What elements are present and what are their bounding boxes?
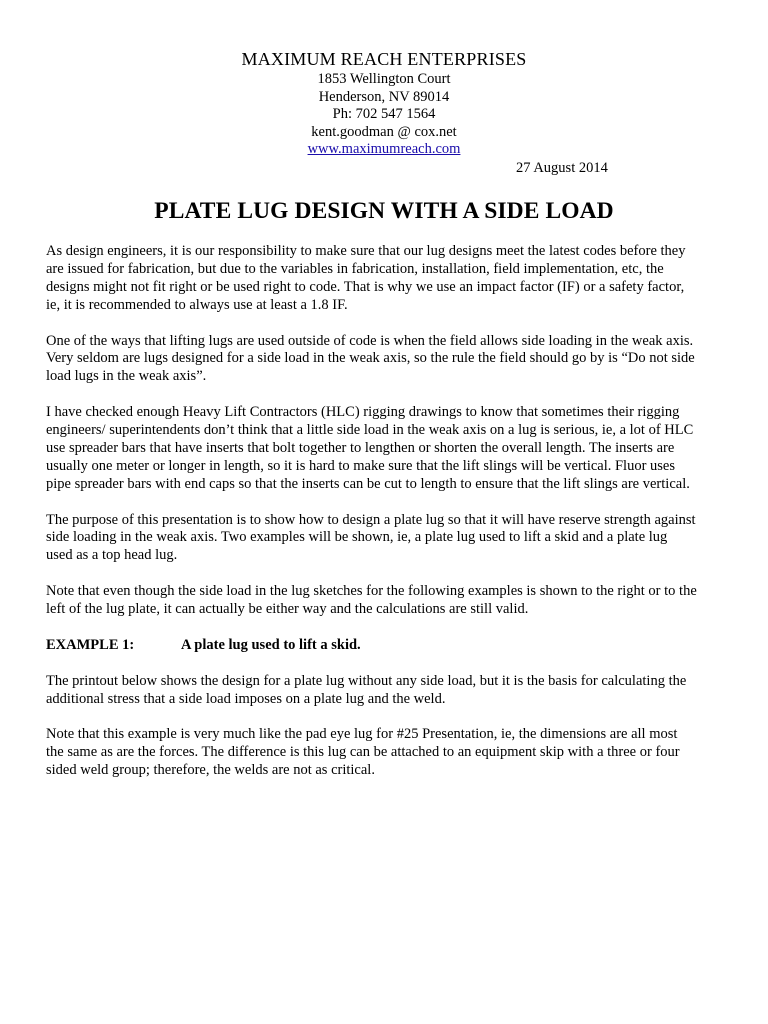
street-address: 1853 Wellington Court (317, 71, 451, 87)
document-date: 27 August 2014 (516, 160, 608, 176)
example-description: A plate lug used to lift a skid. (181, 636, 361, 653)
example-label: EXAMPLE 1: (46, 636, 135, 653)
paragraph-line: sided weld group; therefore, the welds are not as critical. (46, 762, 375, 779)
paragraph-line: As design engineers, it is our responsibility to make sure that our lug designs meet the latest codes before they (46, 243, 686, 259)
phone-number: Ph: 702 547 1564 (332, 106, 436, 123)
paragraph-line: usually one meter or longer in length, so it is hard to make sure that the lift slings will be vertical. Fluor uses (46, 457, 676, 474)
paragraph-line: ie, it is recommended to always use at least a 1.8 IF. (46, 296, 348, 313)
email-address: kent.goodman @ cox.net (311, 123, 457, 140)
paragraph-line: Note that even though the side load in the lug sketches for the following examples is shown to the right or to the (46, 583, 697, 600)
paragraph-line: load lugs in the weak axis”. (46, 368, 207, 385)
paragraph-line: used as a top head lug. (46, 547, 178, 564)
paragraph-line: pipe spreader bars with end caps so that the inserts can be cut to length to ensure that the lift slings are vertical. (46, 475, 690, 492)
paragraph-line: are issued for fabrication, but due to the variables in fabrication, installation, field implementation, etc, the (46, 260, 664, 277)
paragraph-line: the same as are the forces. The difference is this lug can be attached to an equipment skip with a three or four (46, 744, 680, 761)
paragraph-line: side loading in the weak axis. Two examples will be shown, ie, a plate lug used to lift a skid and a plate lug (46, 529, 668, 546)
paragraph-line: Note that this example is very much like the pad eye lug for #25 Presentation, ie, the dimensions are all most (46, 726, 678, 743)
paragraph-line: One of the ways that lifting lugs are used outside of code is when the field allows side loading in the weak axis. (46, 332, 694, 349)
paragraph-line: additional stress that a side load imposes on a plate lug and the weld. (46, 690, 446, 707)
paragraph-line: left of the lug plate, it can actually be either way and the calculations are still valid. (46, 601, 529, 618)
paragraph-line: Very seldom are lugs designed for a side load in the weak axis, so the rule the field should go by is “Do not side (46, 350, 695, 367)
paragraph-line: use spreader bars that have inserts that bolt together to lengthen or shorten the overall length. The inserts are (46, 439, 675, 456)
paragraph-line: engineers/ superintendents don’t think that a little side load in the weak axis on a lug is serious, ie, a lot of HLC (46, 422, 694, 439)
document-title: PLATE LUG DESIGN WITH A SIDE LOAD (154, 198, 614, 224)
paragraph-line: The printout below shows the design for a plate lug without any side load, but it is the basis for calculating the (46, 672, 687, 689)
website-link[interactable]: www.maximumreach.com (307, 141, 461, 158)
letterhead (0, 47, 768, 159)
city-state-zip: Henderson, NV 89014 (318, 88, 450, 105)
document-body (46, 243, 726, 780)
example-heading (46, 637, 726, 655)
company-name: MAXIMUM REACH ENTERPRISES (241, 49, 527, 69)
paragraph-line: The purpose of this presentation is to show how to design a plate lug so that it will have reserve strength against (46, 511, 696, 528)
paragraph-line: designs might not fit right or be used right to code. That is why we use an impact factor (IF) or a safety factor, (46, 278, 685, 295)
paragraph-line: I have checked enough Heavy Lift Contractors (HLC) rigging drawings to know that sometimes their rigging (46, 404, 680, 421)
